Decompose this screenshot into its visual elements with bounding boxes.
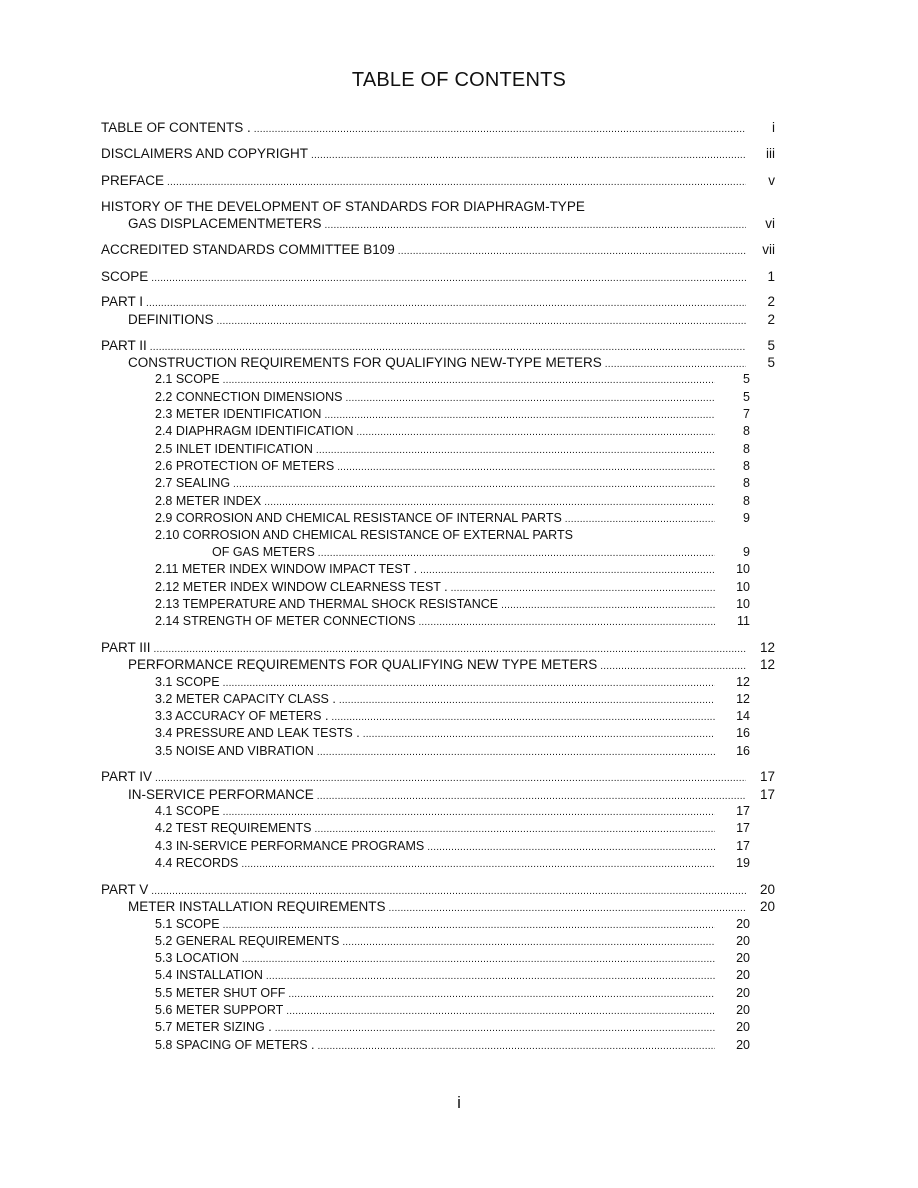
- toc-page-number: 8: [743, 442, 750, 456]
- toc-page-number: 11: [737, 614, 750, 628]
- toc-entry-label: 2.11 METER INDEX WINDOW IMPACT TEST .: [155, 562, 418, 576]
- toc-entry-label: PART IV: [101, 769, 153, 784]
- toc-entry-label: PART II: [101, 338, 147, 353]
- toc-entry-label: 5.8 SPACING OF METERS .: [155, 1038, 315, 1052]
- toc-page-number: 8: [743, 494, 750, 508]
- dot-leader: [254, 121, 746, 138]
- toc-entry[interactable]: [155, 725, 750, 743]
- page-number: i: [457, 1093, 461, 1112]
- toc-page-number: 5: [743, 372, 750, 386]
- toc-page-number: 12: [759, 657, 775, 672]
- toc-page-number: 12: [759, 640, 775, 655]
- dot-leader: [242, 951, 715, 968]
- dot-leader: [356, 424, 715, 441]
- toc-entry[interactable]: [155, 561, 750, 579]
- toc-page-number: 16: [736, 744, 750, 758]
- dot-leader: [233, 476, 715, 493]
- toc-page-number: iii: [766, 146, 775, 161]
- toc-page-number: 10: [736, 597, 750, 611]
- dot-leader: [317, 744, 715, 761]
- toc-entry[interactable]: [155, 475, 750, 493]
- toc-entry[interactable]: [155, 406, 750, 424]
- toc-entry[interactable]: [128, 898, 775, 917]
- dot-leader: [600, 658, 746, 675]
- dot-leader: [167, 174, 746, 191]
- toc-entry[interactable]: [101, 293, 775, 312]
- dot-leader: [389, 900, 746, 917]
- toc-entry[interactable]: [128, 311, 775, 330]
- toc-page-number: 17: [736, 804, 750, 818]
- toc-entry-label: IN-SERVICE PERFORMANCE: [128, 787, 314, 802]
- toc-entry-label: 5.1 SCOPE: [155, 917, 220, 931]
- toc-entry[interactable]: [155, 855, 750, 873]
- toc-page-number: v: [768, 173, 775, 188]
- toc-page-number: 20: [736, 1003, 750, 1017]
- toc-entry[interactable]: [155, 613, 750, 631]
- toc-entry-label: 2.10 CORROSION AND CHEMICAL RESISTANCE OF EXTERNAL PARTS: [155, 528, 573, 542]
- toc-entry-label: GAS DISPLACEMENTMETERS: [128, 216, 322, 231]
- toc-page-number: 12: [736, 692, 750, 706]
- toc-entry-label: 5.2 GENERAL REQUIREMENTS: [155, 934, 340, 948]
- toc-page-number: 10: [736, 580, 750, 594]
- toc-entry[interactable]: [155, 820, 750, 838]
- toc-page-number: 20: [736, 951, 750, 965]
- toc-entry[interactable]: [155, 371, 750, 389]
- toc-page-number: 1: [767, 269, 775, 284]
- toc-entry-label: 5.4 INSTALLATION: [155, 968, 263, 982]
- toc-page-number: 17: [759, 787, 775, 802]
- toc-page-number: 8: [743, 476, 750, 490]
- toc-entry[interactable]: [155, 458, 750, 476]
- toc-entry-label: 2.13 TEMPERATURE AND THERMAL SHOCK RESISTANCE: [155, 597, 499, 611]
- toc-entry[interactable]: [101, 119, 775, 138]
- toc-entry[interactable]: [101, 768, 775, 787]
- toc-entry-label: 2.3 METER IDENTIFICATION: [155, 407, 322, 421]
- toc-page-number: 20: [736, 917, 750, 931]
- toc-entry[interactable]: [155, 950, 750, 968]
- toc-page-number: 17: [736, 821, 750, 835]
- toc-page-number: 20: [736, 934, 750, 948]
- toc-entry[interactable]: [155, 985, 750, 1003]
- toc-entry-label: OF GAS METERS: [212, 545, 315, 559]
- toc-page-number: 5: [767, 355, 775, 370]
- toc-entry[interactable]: [155, 441, 750, 459]
- dot-leader: [501, 597, 715, 614]
- toc-page-number: 7: [743, 407, 750, 421]
- toc-page-number: 9: [743, 545, 750, 559]
- toc-entry[interactable]: [155, 1019, 750, 1037]
- page-title: TABLE OF CONTENTS: [351, 69, 567, 91]
- toc-entry-label: 5.5 METER SHUT OFF: [155, 986, 286, 1000]
- toc-entry[interactable]: [155, 838, 750, 856]
- dot-leader: [418, 614, 715, 631]
- toc-entry-label: 4.3 IN-SERVICE PERFORMANCE PROGRAMS: [155, 839, 425, 853]
- toc-entry-label: 4.2 TEST REQUIREMENTS: [155, 821, 312, 835]
- toc-entry[interactable]: [155, 493, 750, 511]
- toc-entry[interactable]: [155, 674, 750, 692]
- toc-entry[interactable]: [155, 743, 750, 761]
- dot-leader: [318, 1038, 715, 1055]
- toc-page-number: 20: [759, 882, 775, 897]
- dot-leader: [223, 372, 715, 389]
- dot-leader: [451, 580, 715, 597]
- toc-page-number: 20: [736, 1038, 750, 1052]
- toc-page-number: 20: [736, 968, 750, 982]
- toc-entry[interactable]: [155, 803, 750, 821]
- toc-entry[interactable]: [155, 579, 750, 597]
- dot-leader: [325, 217, 746, 234]
- toc-entry-label: SCOPE: [101, 269, 149, 284]
- toc-entry-label: 5.7 METER SIZING .: [155, 1020, 272, 1034]
- toc-entry-label: 4.4 RECORDS: [155, 856, 239, 870]
- dot-leader: [346, 390, 715, 407]
- toc-entry[interactable]: [155, 1002, 750, 1020]
- dot-leader: [155, 770, 746, 787]
- toc-entry-label: 2.5 INLET IDENTIFICATION: [155, 442, 313, 456]
- dot-leader: [286, 1003, 715, 1020]
- toc-entry-label: 2.1 SCOPE: [155, 372, 220, 386]
- toc-entry[interactable]: [155, 916, 750, 934]
- toc-page-number: 19: [736, 856, 750, 870]
- dot-leader: [275, 1020, 715, 1037]
- toc-entry-label: 2.2 CONNECTION DIMENSIONS: [155, 390, 343, 404]
- toc-entry-label: CONSTRUCTION REQUIREMENTS FOR QUALIFYING NEW-TYPE METERS: [128, 355, 602, 370]
- dot-leader: [223, 804, 715, 821]
- toc-entry-label: 3.3 ACCURACY OF METERS .: [155, 709, 329, 723]
- toc-page-number: i: [772, 120, 775, 135]
- toc-entry[interactable]: [155, 691, 750, 709]
- toc-entry-label: PREFACE: [101, 173, 165, 188]
- dot-leader: [316, 442, 715, 459]
- toc-entry-label: 2.9 CORROSION AND CHEMICAL RESISTANCE OF INTERNAL PARTS: [155, 511, 562, 525]
- dot-leader: [342, 934, 715, 951]
- toc-entry[interactable]: [128, 656, 775, 675]
- dot-leader: [288, 986, 715, 1003]
- dot-leader: [223, 675, 715, 692]
- toc-page-number: 5: [743, 390, 750, 404]
- toc-page-number: 16: [736, 726, 750, 740]
- toc-entry[interactable]: [101, 145, 775, 164]
- dot-leader: [398, 243, 746, 260]
- toc-entry[interactable]: [212, 544, 750, 562]
- toc-entry[interactable]: [155, 423, 750, 441]
- toc-entry[interactable]: [101, 268, 775, 287]
- dot-leader: [264, 494, 715, 511]
- toc-entry-label: HISTORY OF THE DEVELOPMENT OF STANDARDS FOR DIAPHRAGM-TYPE: [101, 199, 585, 214]
- toc-entry[interactable]: [101, 241, 775, 260]
- dot-leader: [146, 295, 746, 312]
- dot-leader: [266, 968, 715, 985]
- toc-entry[interactable]: [155, 967, 750, 985]
- toc-page-number: 20: [736, 1020, 750, 1034]
- toc-entry[interactable]: [155, 708, 750, 726]
- toc-page-number: 5: [767, 338, 775, 353]
- toc-entry-label: 4.1 SCOPE: [155, 804, 220, 818]
- toc-entry-label: ACCREDITED STANDARDS COMMITTEE B109: [101, 242, 395, 257]
- toc-entry-label: PART III: [101, 640, 151, 655]
- dot-leader: [363, 726, 715, 743]
- toc-page-number: 8: [743, 424, 750, 438]
- toc-entry-label: PART V: [101, 882, 149, 897]
- toc-entry-label: 3.2 METER CAPACITY CLASS .: [155, 692, 336, 706]
- toc-entry-label: 5.3 LOCATION: [155, 951, 239, 965]
- toc-entry-label: 2.6 PROTECTION OF METERS: [155, 459, 335, 473]
- toc-entry-label: 3.1 SCOPE: [155, 675, 220, 689]
- toc-entry-label: METER INSTALLATION REQUIREMENTS: [128, 899, 386, 914]
- dot-leader: [151, 270, 746, 287]
- toc-entry[interactable]: [155, 596, 750, 614]
- toc-entry[interactable]: [155, 389, 750, 407]
- toc-entry[interactable]: [155, 933, 750, 951]
- toc-page-number: 2: [767, 312, 775, 327]
- toc-entry-label: 2.7 SEALING: [155, 476, 231, 490]
- toc-entry-label: TABLE OF CONTENTS .: [101, 120, 251, 135]
- toc-entry-label: PART I: [101, 294, 144, 309]
- toc-entry-label: 2.4 DIAPHRAGM IDENTIFICATION: [155, 424, 354, 438]
- dot-leader: [217, 313, 746, 330]
- dot-leader: [331, 709, 715, 726]
- toc-page-number: vii: [762, 242, 775, 257]
- toc-entry[interactable]: [101, 172, 775, 191]
- toc-entry-label: 5.6 METER SUPPORT: [155, 1003, 284, 1017]
- toc-entry[interactable]: [155, 1037, 750, 1055]
- toc-entry[interactable]: [155, 510, 750, 528]
- dot-leader: [324, 407, 715, 424]
- dot-leader: [311, 147, 746, 164]
- toc-page-number: 2: [767, 294, 775, 309]
- toc-page-number: 17: [736, 839, 750, 853]
- toc-entry-label: PERFORMANCE REQUIREMENTS FOR QUALIFYING NEW TYPE METERS: [128, 657, 598, 672]
- toc-page-number: vi: [765, 216, 775, 231]
- toc-page-number: 12: [736, 675, 750, 689]
- toc-entry-label: 2.8 METER INDEX: [155, 494, 262, 508]
- dot-leader: [223, 917, 715, 934]
- toc-entry-label: DEFINITIONS: [128, 312, 214, 327]
- toc-page-number: 20: [736, 986, 750, 1000]
- toc-entry-label: 2.14 STRENGTH OF METER CONNECTIONS: [155, 614, 416, 628]
- toc-page-number: 14: [736, 709, 750, 723]
- dot-leader: [315, 821, 715, 838]
- toc-entry-label: 3.5 NOISE AND VIBRATION: [155, 744, 314, 758]
- toc-page-number: 20: [759, 899, 775, 914]
- toc-entry-label: 3.4 PRESSURE AND LEAK TESTS .: [155, 726, 360, 740]
- toc-entry-label: 2.12 METER INDEX WINDOW CLEARNESS TEST .: [155, 580, 448, 594]
- toc-page-number: 9: [743, 511, 750, 525]
- toc-page-number: 8: [743, 459, 750, 473]
- dot-leader: [427, 839, 715, 856]
- toc-page-number: 10: [736, 562, 750, 576]
- toc-entry[interactable]: [128, 215, 775, 234]
- dot-leader: [565, 511, 715, 528]
- dot-leader: [318, 545, 715, 562]
- dot-leader: [339, 692, 715, 709]
- dot-leader: [420, 562, 715, 579]
- dot-leader: [337, 459, 715, 476]
- toc-entry-label: DISCLAIMERS AND COPYRIGHT: [101, 146, 309, 161]
- dot-leader: [241, 856, 715, 873]
- toc-page-number: 17: [759, 769, 775, 784]
